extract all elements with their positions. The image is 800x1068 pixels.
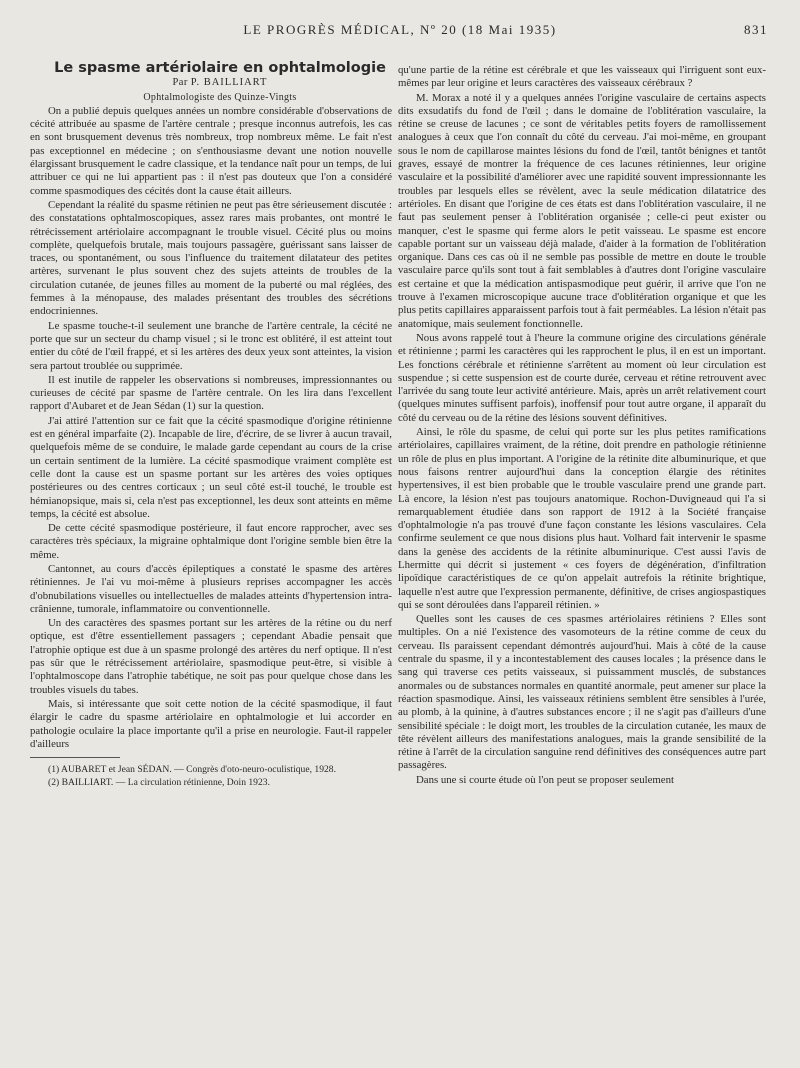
paragraph: Cantonnet, au cours d'accès épileptiques a constaté le spasme des artères rétiniennes. Je l'ai vu moi-même à plusieurs reprises accompagner les accès d'obnubilations visuelles ou intellectuelles de malades atteints d'hypertension intra-crânienne, tumorale, inflammatoire ou conventionnelle. xyxy=(30,562,392,615)
right-column xyxy=(398,64,766,788)
author-line xyxy=(30,76,392,89)
article-title: Le spasme artériolaire en ophtalmologie xyxy=(54,60,386,76)
paragraph: Le spasme touche-t-il seulement une branche de l'artère centrale, la cécité ne porte que sur un secteur du champ visuel ; si le tronc est oblitéré, il est atteint tout entier du côté de l'œil frappé, et si les artères des deux yeux sont atteintes, la vision sera partout troublée ou supprimée. xyxy=(30,319,392,372)
paragraph: M. Morax a noté il y a quelques années l'origine vasculaire de certains aspects dits exsudatifs du fond de l'œil ; dans le domaine de l'oblitération vasculaire, la rétine se creuse de lacunes ; ce sont de véritables petits foyers de ramollissement analogues à ceux que l'on connaît du côté du cerveau. J'ai moi-même, en groupant sous le nom de capillarose maintes lésions du fond de l'œil, tantôt bénignes et tantôt graves, essayé de montrer la fréquence de ces lacunes rétiniennes, leur origine vasculaire et la possibilité d'améliorer avec une rapidité souvent impressionnante les troubles par lesquels elles se révèlent, avec la seule médication dilatatrice des artérioles. En disant que l'origine de ces états est dans l'oblitération vasculaire, il ne faut pas seulement penser à l'oblitération organisée ; celle-ci peut exister ou manquer, c'est le spasme qui ferme alors le petit vaisseau. Le spasme est encore capable portant sur un vaisseau déjà malade, d'aider à la formation de l'oblitération organique. Dans ces cas où il ne semble pas possible de mettre en doute le trouble vasculaire parce qu'ils sont tout à fait semblables à d'autres dont l'origine vasculaire est certaine et que la médication antispasmodique peut guérir, il arrive que l'on ne trouve à l'examen microscopique aucune trace d'oblitération organique et que les plus petits capillaires apparaissent parfois tout à fait perméables. La lésion n'était pas anatomique, mais seulement fonctionnelle. xyxy=(398,91,766,330)
journal-title: LE PROGRÈS MÉDICAL, Nº 20 (18 Mai 1935) xyxy=(243,22,557,37)
paragraph: J'ai attiré l'attention sur ce fait que la cécité spasmodique d'origine rétinienne est en général imparfaite (2). Incapable de lire, d'écrire, de se livrer à aucun travail, quelquefois même de se conduire, le malade garde cependant au cours de la crise un certain sentiment de la lumière. La cécité spasmodique vraiment complète est celle dont la cause est un spasme portant sur les artères des voies optiques postérieures ou des centres corticaux ; un seul côté est-il touché, le trouble est hémianopsique, mais si, cela n'est pas exceptionnel, les deux sont atteints en même temps, la cécité est absolue. xyxy=(30,414,392,520)
footnote: (2) BAILLIART. — La circulation rétinienne, Doin 1923. xyxy=(48,777,270,789)
paragraph: Quelles sont les causes de ces spasmes artériolaires rétiniens ? Elles sont multiples. On a nié l'existence des vasomoteurs de la rétine comme de ceux du cerveau. Ils paraissent cependant démontrés aujourd'hui. Mais à côté de la cause centrale du spasme, il y a incontestablement des causes locales ; la présence dans le sang qui traverse ces petits vaisseaux, si puissamment musclés, de substances anormales ou de substances normales en quantité anormale, peut amener sur place la réaction spasmodique. Ainsi, les vaisseaux rétiniens semblent être sensibles à l'urée, au plomb, à la quinine, à d'autres substances encore ; il ne s'agit pas d'ailleurs d'une sensibilité spéciale : le doigt mort, les troubles de la circulation cutanée, les maux de tête révèlent ailleurs des manifestations analogues, mais la grande sensibilité de la rétine à l'arrêt de la circulation sanguine rend définitives des conséquences autre part passagères. xyxy=(398,613,766,772)
paragraph: Cependant la réalité du spasme rétinien ne peut pas être sérieusement discutée : des constatations ophtalmoscopiques, assez rares mais probantes, ont montré le rétrécissement artériolaire accompagnant le trouble visuel. Cécité plus ou moins complète, quelquefois brutale, mais toujours passagère, guérissant sans laisser de traces, ou spontanément, ou sous l'influence du traitement dilatateur des petites artères, survenant le plus souvent chez des sujets atteints de troubles de la circulation cutanée, de jeunes filles au moment de la puberté ou mal réglées, des femmes à la ménopause, des malades présentant des troubles des sécrétions endocriniennes. xyxy=(30,198,392,318)
paragraph: On a publié depuis quelques années un nombre considérable d'observations de cécité attribuée au spasme de l'artère centrale ; presque inconnus autrefois, les cas en sont brusquement devenus très nombreux, trop nombreux même. Le fait n'est pas exceptionnel en médecine ; on s'enthousiasme devant une notion nouvelle élargissant brusquement le cadre classique, et la tendance naît pour un temps, de lui attribuer ce qui ne lui appartient pas : il n'est pas douteux que l'on a considéré comme spasmodiques des cécités dont la cause était ailleurs. xyxy=(30,104,392,197)
left-column xyxy=(30,62,392,790)
paragraph: Nous avons rappelé tout à l'heure la commune origine des circulations générale et rétinienne ; parmi les caractères qui les rapprochent le plus, il en est un important. Les fonctions cérébrale et rétinienne s'arrêtent au moment où leur circulation est suspendue ; si cette suspension est de courte durée, cerveau et rétine retrouvent avec l'arrivée du sang toute leur activité antérieure. Mais, après un arrêt relativement court (quelques minutes suffisent parfois), inoffensif pour tout autre organe, il apparaît du côté du cerveau ou de la rétine des lésions souvent définitives. xyxy=(398,331,766,424)
paragraph: Un des caractères des spasmes portant sur les artères de la rétine ou du nerf optique, est d'être essentiellement passagers ; cependant Abadie pensait que l'atrophie optique est due à un spasme prolongé des artères du nerf optique. Il n'est pas sûr que le rétrécissement artériolaire, spasmodique peut-être, si visible à l'ophtalmoscope dans l'atrophie tabétique, ne soit pas pour quelque chose dans les troubles visuels du tabes. xyxy=(30,617,392,696)
paragraph: Ainsi, le rôle du spasme, de celui qui porte sur les plus petites ramifications artériolaires, capillaires vraiment, de la rétine, doit prendre en pathologie rétinienne un rôle de plus en plus important. A l'origine de la rétinite dite albuminurique, et que nous faisons rentrer aujourd'hui dans la conception élargie des rétinites hypertensives, il est bien probable que le trouble vasculaire prend une grande part. Là encore, la lésion n'est pas toujours anatomique. Rochon-Duvigneaud qui l'a si remarquablement étudiée dans son rapport de 1912 à la Société française d'ophtalmologie n'a pas trouvé d'une façon constante les lésions vasculaires. Cela confirme seulement ce que nous disions plus haut. Volhard fait intervenir le spasme dans la genèse des accidents de la rétinite albuminurique. C'est aussi l'avis de Lhermitte qui décrit si justement « ces foyers de dégénération, d'infiltration lipoïdique caractéristiques de ce qu'on appelait autrefois la rétinite brightique, laquelle n'est autre que l'expression permanente, définitive, de crises angiospastiques qui se sont déroulées dans l'appareil rétinien. » xyxy=(398,426,766,611)
paragraph: qu'une partie de la rétine est cérébrale et que les vaisseaux qui l'irriguent sont eux-mêmes par leur origine et leurs caractères des vaisseaux cérébraux ? xyxy=(398,64,766,90)
page-number: 831 xyxy=(744,22,768,37)
running-header xyxy=(0,22,800,42)
paragraph: De cette cécité spasmodique postérieure, il faut encore rapprocher, avec ses caractères très spéciaux, la migraine ophtalmique dont l'origine semble bien être la même. xyxy=(30,522,392,561)
paragraph: Mais, si intéressante que soit cette notion de la cécité spasmodique, il faut élargir le cadre du spasme artériolaire en ophtalmologie et lui accorder en pathologie oculaire la place importante qu'il a prise en neurologie. Faut-il rappeler d'ailleurs xyxy=(30,697,392,750)
author-prefix: Par xyxy=(172,77,188,89)
author-name: P. BAILLIART xyxy=(190,77,268,89)
paragraph: Il est inutile de rappeler les observations si nombreuses, impressionnantes ou curieuses de cécité par spasme de l'artère centrale. On les lira dans l'excellent rapport d'Aubaret et de Jean Sédan (1) sur la question. xyxy=(30,373,392,413)
footnote-divider xyxy=(30,757,120,758)
footnote: (1) AUBARET et Jean SÉDAN. — Congrès d'oto-neuro-oculistique, 1928. xyxy=(48,764,336,776)
author-affiliation: Ophtalmologiste des Quinze-Vingts xyxy=(143,91,297,103)
paragraph: Dans une si courte étude où l'on peut se proposer seulement xyxy=(416,773,675,786)
